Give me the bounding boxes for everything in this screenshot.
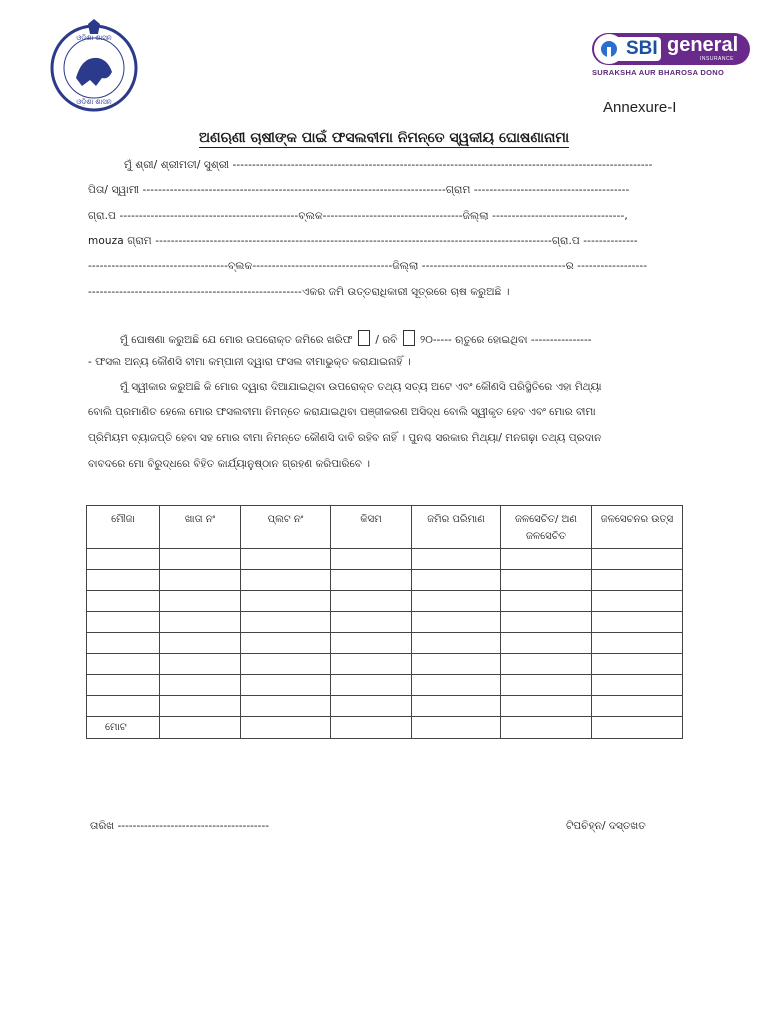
form-line-acre: -------------------------------------------------------ଏକର ଜମି ଉତ୍ତରାଧିକାରୀ ସୂତ୍ରରେ ଚାଷ କରୁଅଛି । bbox=[88, 286, 510, 298]
date-field: ତାରିଖ ---------------------------------------- bbox=[90, 820, 270, 832]
table-row[interactable] bbox=[87, 570, 683, 591]
annexure-label: Annexure-I bbox=[603, 99, 677, 116]
table-row[interactable] bbox=[87, 654, 683, 675]
column-header: ଖାତା ନଂ bbox=[160, 506, 241, 549]
signature-label: ଟିପଚିହ୍ନ/ ଦସ୍ତଖତ bbox=[566, 820, 646, 832]
form-line-gp: ଗ୍ରା.ପ ----------------------------------------------ବ୍ଲକ------------------------------------ଜିଲ୍ଲା ----------------------------------, bbox=[88, 210, 628, 222]
column-header: ଜଳସେଚିତ/ ଅଣ ଜଳସେଚିତ bbox=[501, 506, 592, 549]
table-row[interactable] bbox=[87, 549, 683, 570]
declaration-text-b: / ରବି bbox=[375, 334, 398, 346]
table-row[interactable] bbox=[87, 696, 683, 717]
sbi-tagline: SURAKSHA AUR BHAROSA DONO bbox=[592, 68, 725, 77]
column-header: ମୌଜା bbox=[87, 506, 160, 549]
form-line-name: ମୁଁ ଶ୍ରୀ/ ଶ୍ରୀମତୀ/ ସୁଶ୍ରୀ ------------------------------------------------------------------------------------------------------------ bbox=[124, 159, 653, 171]
column-header: କିସମ bbox=[331, 506, 412, 549]
sbi-keyhole-icon bbox=[594, 34, 624, 64]
column-header: ଜଳସେଚନର ଉତ୍ସ bbox=[592, 506, 683, 549]
form-line-block: ------------------------------------ବ୍ଲକ------------------------------------ଜିଲ୍ଲା -------------------------------------ର ------------------ bbox=[88, 260, 648, 272]
declaration-line-6: ବାବଦରେ ମୋ ବିରୁଦ୍ଧରେ ବିହିତ କାର୍ଯ୍ୟାନୁଷ୍ଠାନ ଗ୍ରହଣ କରିପାରିବେ । bbox=[88, 458, 370, 470]
total-label: ମୋଟ bbox=[87, 717, 160, 739]
sbi-product-text: general bbox=[667, 34, 739, 56]
page-title bbox=[0, 130, 768, 146]
declaration-line-4: ବୋଲି ପ୍ରମାଣିତ ହେଲେ ମୋର ଫସଲବୀମା ନିମନ୍ତେ କରାଯାଇଥିବା ପଞ୍ଜୀକରଣ ଅସିଦ୍ଧ ବୋଲି ସ୍ୱୀକୃତ ହେବ ଏବଂ ମୋର ବୀମା bbox=[88, 406, 596, 418]
table-row[interactable] bbox=[87, 675, 683, 696]
sbi-sub-text: INSURANCE bbox=[700, 56, 734, 62]
column-header: ଜମିର ପରିମାଣ bbox=[412, 506, 501, 549]
form-line-father: ପିତା/ ସ୍ୱାମୀ ------------------------------------------------------------------------------ଗ୍ରାମ ---------------------------------------- bbox=[88, 184, 630, 196]
declaration-text-a: ମୁଁ ଘୋଷଣା କରୁଅଛି ଯେ ମୋର ଉପରୋକ୍ତ ଜମିରେ ଖରିଫ bbox=[120, 334, 353, 346]
declaration-text-c: ୨୦----- ଋତୁରେ ହୋଇଥିବା ---------------- bbox=[420, 334, 592, 346]
declaration-line-1 bbox=[120, 330, 592, 347]
kharif-checkbox[interactable] bbox=[358, 330, 370, 346]
emblem-top-text: ଓଡ଼ିଶା ଶାସନ bbox=[76, 34, 112, 42]
table-total-row bbox=[87, 717, 683, 739]
sbi-brand-text: SBI bbox=[612, 37, 661, 61]
table-row[interactable] bbox=[87, 633, 683, 654]
sbi-general-logo bbox=[592, 33, 750, 77]
odisha-emblem-logo bbox=[46, 18, 142, 114]
table-header-row bbox=[87, 506, 683, 549]
land-details-table bbox=[86, 505, 683, 739]
emblem-bottom-text: ଓଡ଼ିଶା ଶାସନ bbox=[76, 98, 112, 106]
rabi-checkbox[interactable] bbox=[403, 330, 415, 346]
sbi-logo-pill bbox=[592, 33, 750, 65]
form-line-mouza: mouza ଗ୍ରାମ ------------------------------------------------------------------------------------------------------ଗ୍ରା.ପ -------------- bbox=[88, 235, 638, 247]
declaration-line-2: - ଫସଲ ଅନ୍ୟ କୌଣସି ବୀମା କମ୍ପାନୀ ଦ୍ୱାରା ଫସଲ ବୀମାଭୁକ୍ତ କରାଯାଇନାହିଁ । bbox=[88, 356, 411, 368]
page-title-text: ଅଣଋଣୀ ଚାଷୀଙ୍କ ପାଇଁ ଫସଲବୀମା ନିମନ୍ତେ ସ୍ୱକୀୟ ଘୋଷଣାନାମା bbox=[198, 130, 570, 146]
table-row[interactable] bbox=[87, 612, 683, 633]
declaration-line-5: ପ୍ରିମିୟମ ବ୍ୟାଜପ୍ତି ହେବା ସହ ମୋର ବୀମା ନିମନ୍ତେ କୌଣସି ଦାବି ରହିବ ନାହିଁ । ପୁନଶ୍ଚ ସରକାର ମିଥ୍ୟା/ ମନଗଢ଼ା ତଥ୍ୟ ପ୍ରଦାନ bbox=[88, 432, 602, 444]
declaration-line-3: ମୁଁ ସ୍ୱୀକାର କରୁଅଛି କି ମୋର ଦ୍ୱାରା ଦିଆଯାଇଥିବା ଉପରୋକ୍ତ ତଥ୍ୟ ସତ୍ୟ ଅଟେ ଏବଂ କୌଣସି ପରିସ୍ଥିତିରେ ଏହା ମିଥ୍ୟା bbox=[120, 381, 602, 393]
table-row[interactable] bbox=[87, 591, 683, 612]
column-header: ପ୍ଲଟ ନଂ bbox=[241, 506, 331, 549]
